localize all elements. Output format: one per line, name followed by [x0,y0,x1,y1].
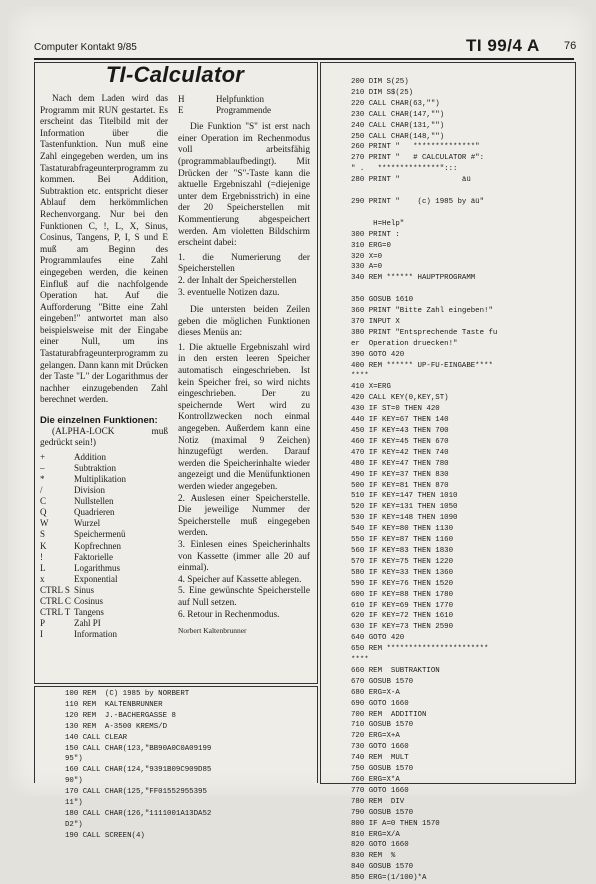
function-key: E [178,105,184,116]
function-key: CTRL S [40,584,70,595]
function-row [40,485,168,496]
function-key: L [40,562,46,573]
page-number: 76 [564,40,577,52]
function-description: Nullstellen [74,496,114,507]
list-item: 2. Auslesen einer Speicherstelle. Die jeweilige Nummer der Speicherstelle muß eingegeben werden. [178,493,310,539]
function-key: W [40,518,49,529]
function-description: Information [74,629,117,640]
function-description: Subtraktion [74,462,116,473]
function-key: – [40,462,45,473]
function-description: Exponential [74,573,118,584]
function-row [40,585,168,596]
function-key: CTRL T [40,607,71,618]
article-title: TI-Calculator [105,62,245,87]
function-key: * [40,474,45,484]
function-description: Programmende [216,105,271,116]
function-description: Addition [74,451,107,462]
list-item: 5. Eine gewünschte Speicherstelle auf Null setzen. [178,586,310,608]
function-row [40,563,168,574]
function-description: Multiplikation [74,474,127,484]
function-row [40,496,168,507]
page-header [34,36,577,58]
function-row [40,596,168,607]
function-description: Tangens [74,607,104,618]
list-item: 6. Retour in Rechenmodus. [178,609,280,620]
function-key: CTRL C [40,596,71,607]
function-key: ! [40,551,43,562]
function-row [40,507,168,518]
function-key: x [40,573,45,584]
function-description: Cosinus [74,596,104,607]
function-row [40,541,168,552]
function-key: + [40,451,46,462]
header-rule [34,58,574,60]
function-description: Helpfunktion [216,94,264,104]
function-key: Q [40,507,47,518]
menu-functions-list [178,343,310,621]
function-description: Speichermenü [74,529,126,540]
function-row [178,105,310,116]
function-row [178,94,310,105]
function-row [40,529,168,540]
function-description: Quadrieren [74,507,115,518]
list-item: 3. eventuelle Notizen dazu. [178,287,280,298]
memory-function-paragraph: Die Funktion "S" ist erst nach einer Operation im Rechenmodus voll arbeitsfähig (programmablaufbedingt). Mit Drücken der "S"-Taste kann die aktuelle Ergebniszahl (=diejenige unter dem Ergebnisstrich) in eine der 20 Speicherstellen mit Kommentierung abgespeichert werden. Am violetten Bildschirm erscheint dabei: [178,122,310,249]
function-row [40,607,168,618]
function-description: Zahl PI [74,618,101,629]
function-description: Sinus [74,584,95,595]
function-list-continued [178,94,310,116]
function-description: Logarithmus [74,562,120,573]
article-column-2 [178,94,310,637]
function-key: / [40,485,43,496]
function-key: S [40,529,46,540]
section-brand: TI 99/4 A [466,36,540,55]
function-row [40,474,168,485]
function-row [40,552,168,563]
magazine-issue: Computer Kontakt 9/85 [34,42,137,53]
function-key: I [40,629,43,640]
list-item: 3. Einlesen eines Speicherinhalts von Kassette (immer alle 20 auf einmal). [178,539,310,574]
list-item: 1. Die aktuelle Ergebniszahl wird in den ersten leeren Speicher automatisch eingeschrieben. Ist kein Speicher frei, so wird nichts eingeschrieben. Der zu speichernde Wert wird zu Kontrollzwecken noch einmal angegeben. Außerdem kann eine Notiz (maximal 9 Zeichen) hinzugefügt werden. Darauf werden die Speicherinhalte wieder angezeigt und die Menüfunktionen werden wieder angegeben. [178,342,310,492]
memory-display-list [178,253,310,299]
function-description: Faktorielle [74,551,113,562]
function-list [40,452,168,641]
article-column-1 [40,94,168,640]
function-row [40,618,168,629]
function-row [40,629,168,640]
function-row [40,452,168,463]
function-key: K [40,540,47,551]
code-listing-left [34,686,318,840]
functions-heading: Die einzelnen Funktionen: [40,415,158,427]
list-item: 1. die Numerierung der Speicherstellen [178,252,310,275]
intro-paragraph: Nach dem Laden wird das Programm mit RUN gestartet. Es erscheint das Titelbild mit der Information über die Tastenfunktion. Nun muß eine Zahl eingegeben werden, um ins Tastaturabfrageunterprogramm zu kommen. Bei Addition, Subtraktion etc. entspricht dieser Ablauf dem herkömmlichen Rechenvorgang. Nur bei den Funktionen C, !, L, X, Sinus, Cosinus, Tangens, P, I, S und E muß am Beginn des Programmlaufes eine Zahl eingegeben werden, die keinen Einfluß auf die nachfolgende Operation hat. Auf die Aufforderung "Bitte eine Zahl eingeben!" antwortet man also beispielsweise mit der Eingabe einer Null, um ins Tastaturabfrageunterprogramm zu gelangen. Dann kann mit Drücken der Taste "L" der Logarithmus der nachher einzugebenden Zahl berechnet werden. [40,94,168,406]
alpha-lock-note: (ALPHA-LOCK muß gedrückt sein!) [40,426,168,449]
function-key: C [40,496,47,507]
function-row [40,574,168,585]
function-row [40,518,168,529]
list-item: 4. Speicher auf Kassette ablegen. [178,574,302,585]
author-name: Norbert Kaltenbrunner [178,626,247,636]
function-description: Division [74,485,106,496]
function-description: Wurzel [74,518,101,529]
menu-functions-paragraph: Die untersten beiden Zeilen geben die möglichen Funktionen dieses Menüs an: [178,305,310,339]
function-key: H [178,94,185,104]
function-row [40,463,168,474]
basic-code-left: 100 REM (C) 1985 by NORBERT 110 REM KALTENBRUNNER 120 REM J.-BACHERGASSE 8 130 REM A-3500 KREMS/D 140 CALL CLEAR 150 CALL CHAR(123,"BB90A0C0A09199 95") 160 CALL CHAR(124,"9391B09C909D85 90") 170 CALL CHAR(125,"FF01552955395 11") 180 CALL CHAR(126,"1111001A13DA52 D2") 190 CALL SCREEN(4) [65,690,212,840]
function-description: Kopfrechnen [74,540,121,551]
code-listing-right [320,62,576,883]
list-item: 2. der Inhalt der Speicherstellen [178,275,297,286]
basic-code-right: 200 DIM S(25) 210 DIM S$(25) 220 CALL CHAR(63,"") 230 CALL CHAR(147,"") 240 CALL CHAR(131,"") 250 CALL CHAR(148,"") 260 PRINT " **************" 270 PRINT " # CALCULATOR #": " . **************"::: 280 PRINT " äü 290 PRINT " (c) 1985 by äü" H=Help" 300 PRINT : 310 ERG=0 320 X=0 330 A=0 340 REM ****** HAUPTPROGRAMM 350 GOSUB 1610 360 PRINT "Bitte Zahl eingeben!" 370 INPUT X 380 PRINT "Entsprechende Taste fu er Operation druecken!" 390 GOTO 420 400 REM ****** UP-FU-EINGABE**** **** 410 X=ERG 420 CALL KEY(0,KEY,ST) 430 IF ST=0 THEN 420 440 IF KEY=67 THEN 140 450 IF KEY=43 THEN 700 460 IF KEY=45 THEN 670 470 IF KEY=42 THEN 740 480 IF KEY=47 THEN 780 490 IF KEY=37 THEN 830 500 IF KEY=81 THEN 870 510 IF KEY=147 THEN 1010 520 IF KEY=131 THEN 1050 530 IF KEY=148 THEN 1090 540 IF KEY=80 THEN 1130 550 IF KEY=87 THEN 1160 560 IF KEY=83 THEN 1830 570 IF KEY=75 THEN 1220 580 IF KEY=33 THEN 1360 590 IF KEY=76 THEN 1520 600 IF KEY=88 THEN 1780 610 IF KEY=69 THEN 1770 620 IF KEY=72 THEN 1610 630 IF KEY=73 THEN 2590 640 GOTO 420 650 REM *********************** **** 660 REM SUBTRAKTION 670 GOSUB 1570 680 ERG=X-A 690 GOTO 1660 700 REM ADDITION 710 GOSUB 1570 720 ERG=X+A 730 GOTO 1660 740 REM MULT 750 GOSUB 1570 760 ERG=X*A 770 GOTO 1660 780 REM DIV 790 GOSUB 1570 800 IF A=0 THEN 1570 810 ERG=X/A 820 GOTO 1660 830 REM % 840 GOSUB 1570 850 ERG=(1/100)*A [351,78,498,883]
function-key: P [40,618,46,629]
